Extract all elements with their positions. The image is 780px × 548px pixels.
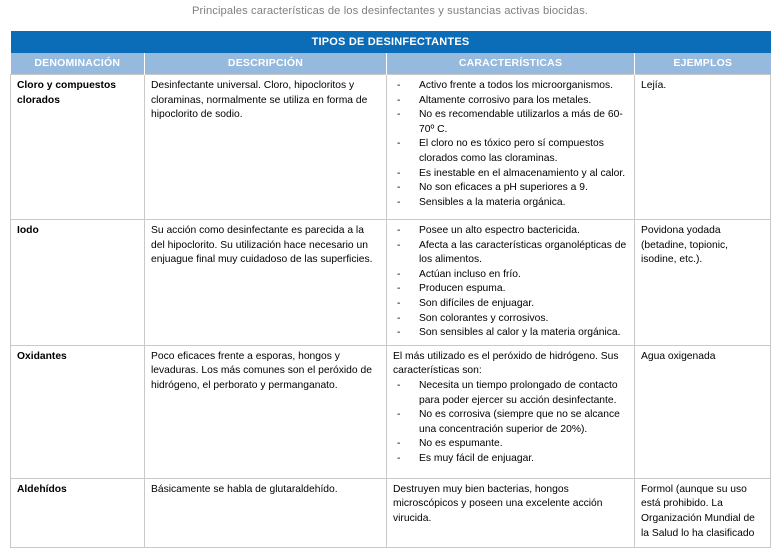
table-row (11, 478, 771, 547)
characteristics-lead: Destruyen muy bien bacterias, hongos microscópicos y poseen una excelente acción virucida. (393, 483, 603, 524)
cell-ejemplos: Formol (aunque su uso está prohibido. La Organización Mundial de la Salud lo ha clasificado (635, 478, 771, 547)
column-header-ejemplos: EJEMPLOS (635, 53, 771, 75)
list-item: - Activo frente a todos los microorganismos. (393, 79, 628, 94)
list-item: - Altamente corrosivo para los metales. (393, 94, 628, 109)
cell-caracteristicas (387, 220, 635, 346)
list-item: - Necesita un tiempo prolongado de contacto para poder ejercer su acción desinfectante. (393, 379, 628, 408)
list-item: - No es corrosiva (siempre que no se alcance una concentración superior de 20%). (393, 408, 628, 437)
table-banner-title: TIPOS DE DESINFECTANTES (11, 31, 771, 53)
description-text: Su acción como desinfectante es parecida a la del hipoclorito. Su utilización hace necesario un enjuague final muy cuidadoso de las superficies. (151, 225, 373, 266)
cell-denominacion: Oxidantes (11, 345, 145, 478)
table-header (11, 31, 771, 75)
list-item: - El cloro no es tóxico pero sí compuestos clorados como las cloraminas. (393, 137, 628, 166)
cell-descripcion (145, 220, 387, 346)
cell-caracteristicas (387, 75, 635, 220)
table-row (11, 345, 771, 478)
characteristics-list (393, 79, 628, 210)
list-item: - Son colorantes y corrosivos. (393, 312, 628, 327)
list-item: - Son difíciles de enjuagar. (393, 297, 628, 312)
page-title: Principales características de los desinfectantes y sustancias activas biocidas. (191, 5, 589, 17)
column-header-denominacion: DENOMINACIÓN (11, 53, 145, 75)
list-item: - No es espumante. (393, 437, 628, 452)
cell-ejemplos: Agua oxigenada (635, 345, 771, 478)
disinfectants-table (10, 31, 771, 548)
list-item: - Sensibles a la materia orgánica. (393, 196, 628, 211)
characteristics-list (393, 224, 628, 341)
cell-denominacion: Cloro y compuestos clorados (11, 75, 145, 220)
list-item: - Es muy fácil de enjuagar. (393, 452, 628, 467)
list-item: - No son eficaces a pH superiores a 9. (393, 181, 628, 196)
list-item: - Afecta a las características organolépticas de los alimentos. (393, 239, 628, 268)
cell-denominacion: Aldehídos (11, 478, 145, 547)
cell-descripcion (145, 345, 387, 478)
table-row (11, 220, 771, 346)
cell-descripcion (145, 478, 387, 547)
table-body (11, 75, 771, 548)
table-column-header-row (11, 53, 771, 75)
list-item: - Es inestable en el almacenamiento y al calor. (393, 167, 628, 182)
disinfectants-table-container (10, 31, 770, 548)
description-text: Básicamente se habla de glutaraldehído. (151, 483, 338, 495)
description-text: Desinfectante universal. Cloro, hipocloritos y cloraminas, normalmente se utiliza en forma de hipoclorito de sodio. (151, 80, 368, 121)
cell-ejemplos: Lejía. (635, 75, 771, 220)
cell-ejemplos: Povidona yodada (betadine, topionic, isodine, etc.). (635, 220, 771, 346)
cell-caracteristicas (387, 345, 635, 478)
description-text: Poco eficaces frente a esporas, hongos y levaduras. Los más comunes son el peróxido de hidrógeno, el perborato y permanganato. (151, 350, 372, 391)
cell-caracteristicas (387, 478, 635, 547)
characteristics-lead: El más utilizado es el peróxido de hidrógeno. Sus características son: (393, 350, 619, 377)
table-row (11, 75, 771, 220)
list-item: - Son sensibles al calor y la materia orgánica. (393, 326, 628, 341)
list-item: - Actúan incluso en frío. (393, 268, 628, 283)
cell-descripcion (145, 75, 387, 220)
characteristics-list (393, 379, 628, 467)
list-item: - Posee un alto espectro bactericida. (393, 224, 628, 239)
column-header-descripcion: DESCRIPCIÓN (145, 53, 387, 75)
column-header-caracteristicas: CARACTERÍSTICAS (387, 53, 635, 75)
cell-denominacion: Iodo (11, 220, 145, 346)
list-item: - Producen espuma. (393, 282, 628, 297)
list-item: - No es recomendable utilizarlos a más de 60-70º C. (393, 108, 628, 137)
table-banner-row (11, 31, 771, 53)
